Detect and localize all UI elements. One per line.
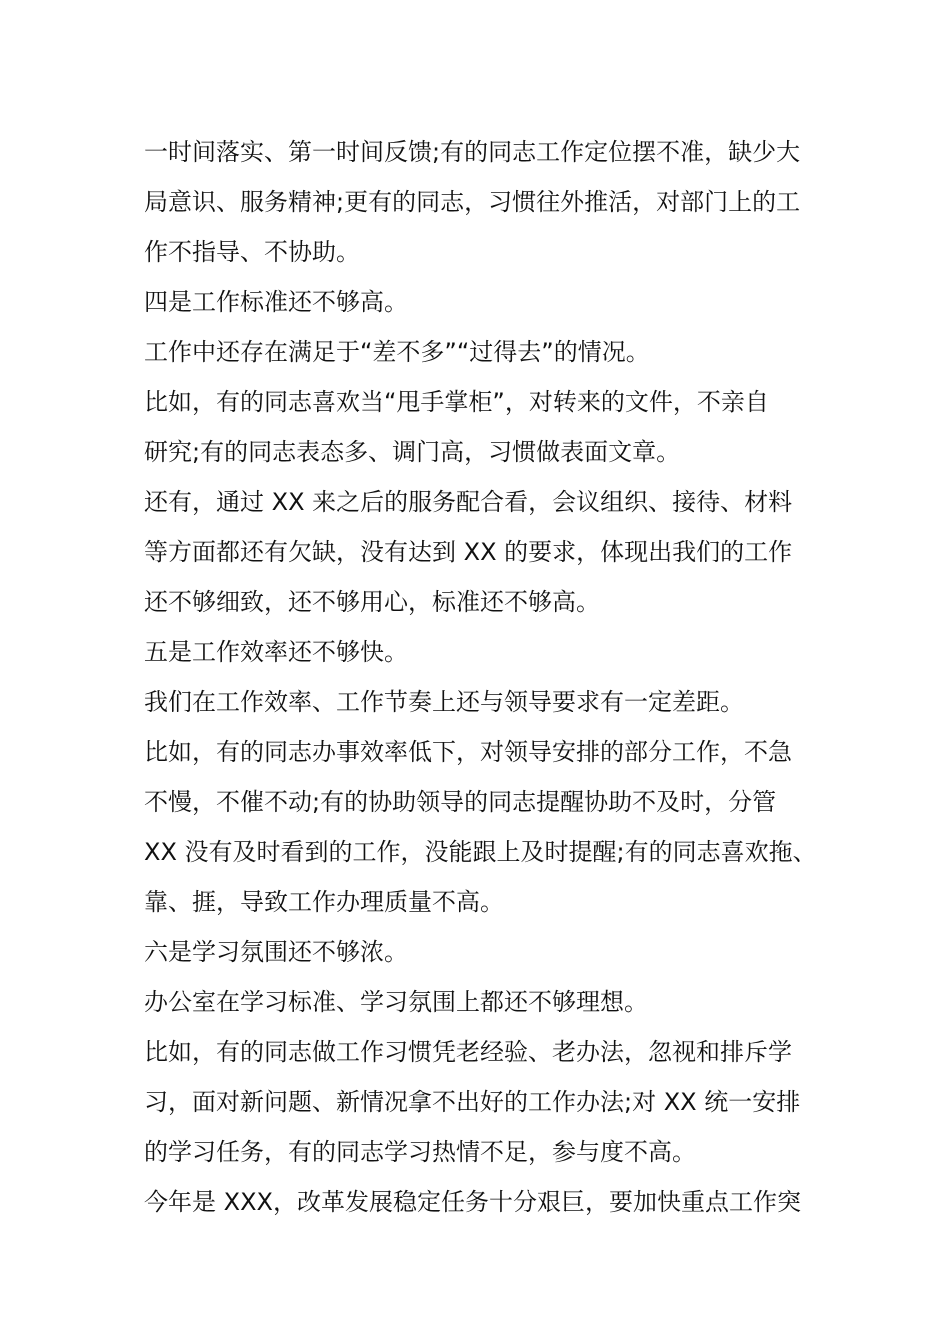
text-line: 等方面都还有欠缺，没有达到 XX 的要求，体现出我们的工作 [144,538,793,566]
text-line: 的学习任务，有的同志学习热情不足，参与度不高。 [144,1138,696,1166]
text-line: 还有，通过 XX 来之后的服务配合看，会议组织、接待、材料 [144,488,793,516]
text-line: 研究;有的同志表态多、调门高，习惯做表面文章。 [144,438,681,466]
text-line: 比如，有的同志办事效率低下，对领导安排的部分工作，不急 [144,738,792,766]
text-line: 不慢，不催不动;有的协助领导的同志提醒协助不及时，分管 [144,788,777,816]
section-heading: 五是工作效率还不够快。 [144,638,408,666]
text-line: 比如，有的同志做工作习惯凭老经验、老办法，忽视和排斥学 [144,1038,792,1066]
text-line: 作不指导、不协助。 [144,238,360,266]
text-line: 今年是 XXX，改革发展稳定任务十分艰巨，要加快重点工作突 [144,1188,801,1216]
text-line: 局意识、服务精神;更有的同志，习惯往外推活，对部门上的工 [144,188,801,216]
text-line: 习，面对新问题、新情况拿不出好的工作办法;对 XX 统一安排 [144,1088,801,1116]
text-line: 还不够细致，还不够用心，标准还不够高。 [144,588,600,616]
text-line: XX 没有及时看到的工作，没能跟上及时提醒;有的同志喜欢拖、 [144,838,817,866]
text-line: 比如，有的同志喜欢当“甩手掌柜”，对转来的文件，不亲自 [144,388,769,416]
text-line: 靠、捱，导致工作办理质量不高。 [144,888,504,916]
text-line: 我们在工作效率、工作节奏上还与领导要求有一定差距。 [144,688,744,716]
section-heading: 四是工作标准还不够高。 [144,288,408,316]
text-line: 工作中还存在满足于“差不多”“过得去”的情况。 [144,338,650,366]
document-body [144,127,824,1227]
text-line: 一时间落实、第一时间反馈;有的同志工作定位摆不准，缺少大 [144,138,801,166]
section-heading: 六是学习氛围还不够浓。 [144,938,408,966]
text-line: 办公室在学习标准、学习氛围上都还不够理想。 [144,988,648,1016]
